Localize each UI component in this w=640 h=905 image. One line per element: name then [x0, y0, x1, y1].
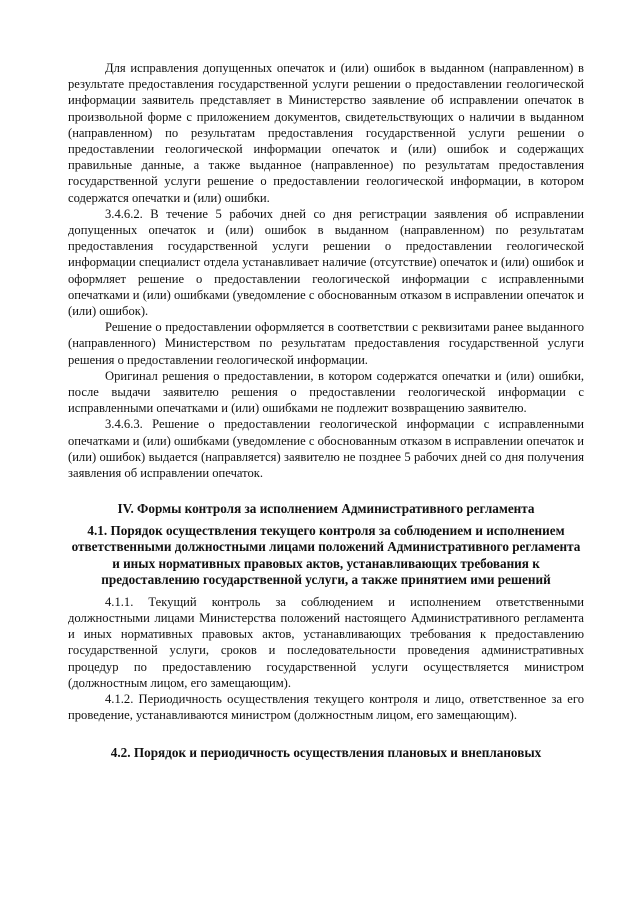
paragraph-typo-correction-request: Для исправления допущенных опечаток и (или) ошибок в выданном (направленном) в результате предоставления государственной услуги решении о предоставлении геологической информации заявитель представляет в Министерство заявление об исправлении опечаток в произвольной форме с приложением документов, свидетельствующих о наличии в выданном (направленном) по результатам предоставления государственной услуги решении о предоставлении геологической информации опечаток и (или) ошибок и содержащих правильные данные, а также выданное (направленное) по результатам предоставления государственной услуги решение о предоставлении геологической информации, в котором содержатся опечатки и (или) ошибки. — [68, 61, 584, 205]
section-iv-title: IV. Формы контроля за исполнением Административного регламента — [117, 501, 535, 517]
document-page — [68, 60, 584, 762]
section-4-1-title: 4.1. Порядок осуществления текущего контроля за соблюдением и исполнением ответственными должностными лицами положений Административного регламента и иных нормативных правовых актов, устанавливающих требования к предоставлению государственной услуги, а также принятием ими решений — [71, 522, 581, 588]
paragraph-4-1-2: 4.1.2. Периодичность осуществления текущего контроля и лицо, ответственное за его проведение, устанавливаются министром (должностным лицом, его замещающим). — [68, 692, 584, 723]
paragraph-3-4-6-3: 3.4.6.3. Решение о предоставлении геологической информации с исправленными опечатками и (или) ошибками (уведомление с обоснованным отказом в исправлении опечаток и (или) ошибок) выдается (направляется) заявителю не позднее 5 рабочих дней со дня получения заявления об исправлении опечаток. — [68, 417, 584, 481]
paragraph-3-4-6-2: 3.4.6.2. В течение 5 рабочих дней со дня регистрации заявления об исправлении допущенных опечаток и (или) ошибок в выданном (направленном) по результатам предоставления государственной услуги решении о предоставлении геологической информации специалист отдела устанавливает наличие (отсутствие) опечаток и (или) ошибок и оформляет решение о предоставлении геологической информации с исправленными опечатками и (или) ошибками (уведомление с обоснованным отказом в исправлении опечаток и (или) ошибок). — [68, 206, 584, 319]
section-4-2-title: 4.2. Порядок и периодичность осуществления плановых и внеплановых — [110, 745, 542, 761]
paragraph-4-1-1: 4.1.1. Текущий контроль за соблюдением и исполнением ответственными должностными лицами Министерства положений настоящего Административного регламента и иных нормативных правовых актов, устанавливающих требования к предоставлению государственной услуги, сроков и последовательности проведения административных процедур по предоставлению государственной услуги осуществляется министром (должностным лицом, его замещающим). — [68, 594, 584, 690]
paragraph-decision-requisites: Решение о предоставлении оформляется в соответствии с реквизитами ранее выданного (направленного) Министерством по результатам предоставления государственной услуги решения о предоставлении геологической информации. — [68, 320, 584, 367]
paragraph-original-decision: Оригинал решения о предоставлении, в котором содержатся опечатки и (или) ошибки, после выдачи заявителю решения о предоставлении геологической информации с исправленными опечатками и (или) ошибками не подлежит возвращению заявителю. — [68, 368, 584, 416]
